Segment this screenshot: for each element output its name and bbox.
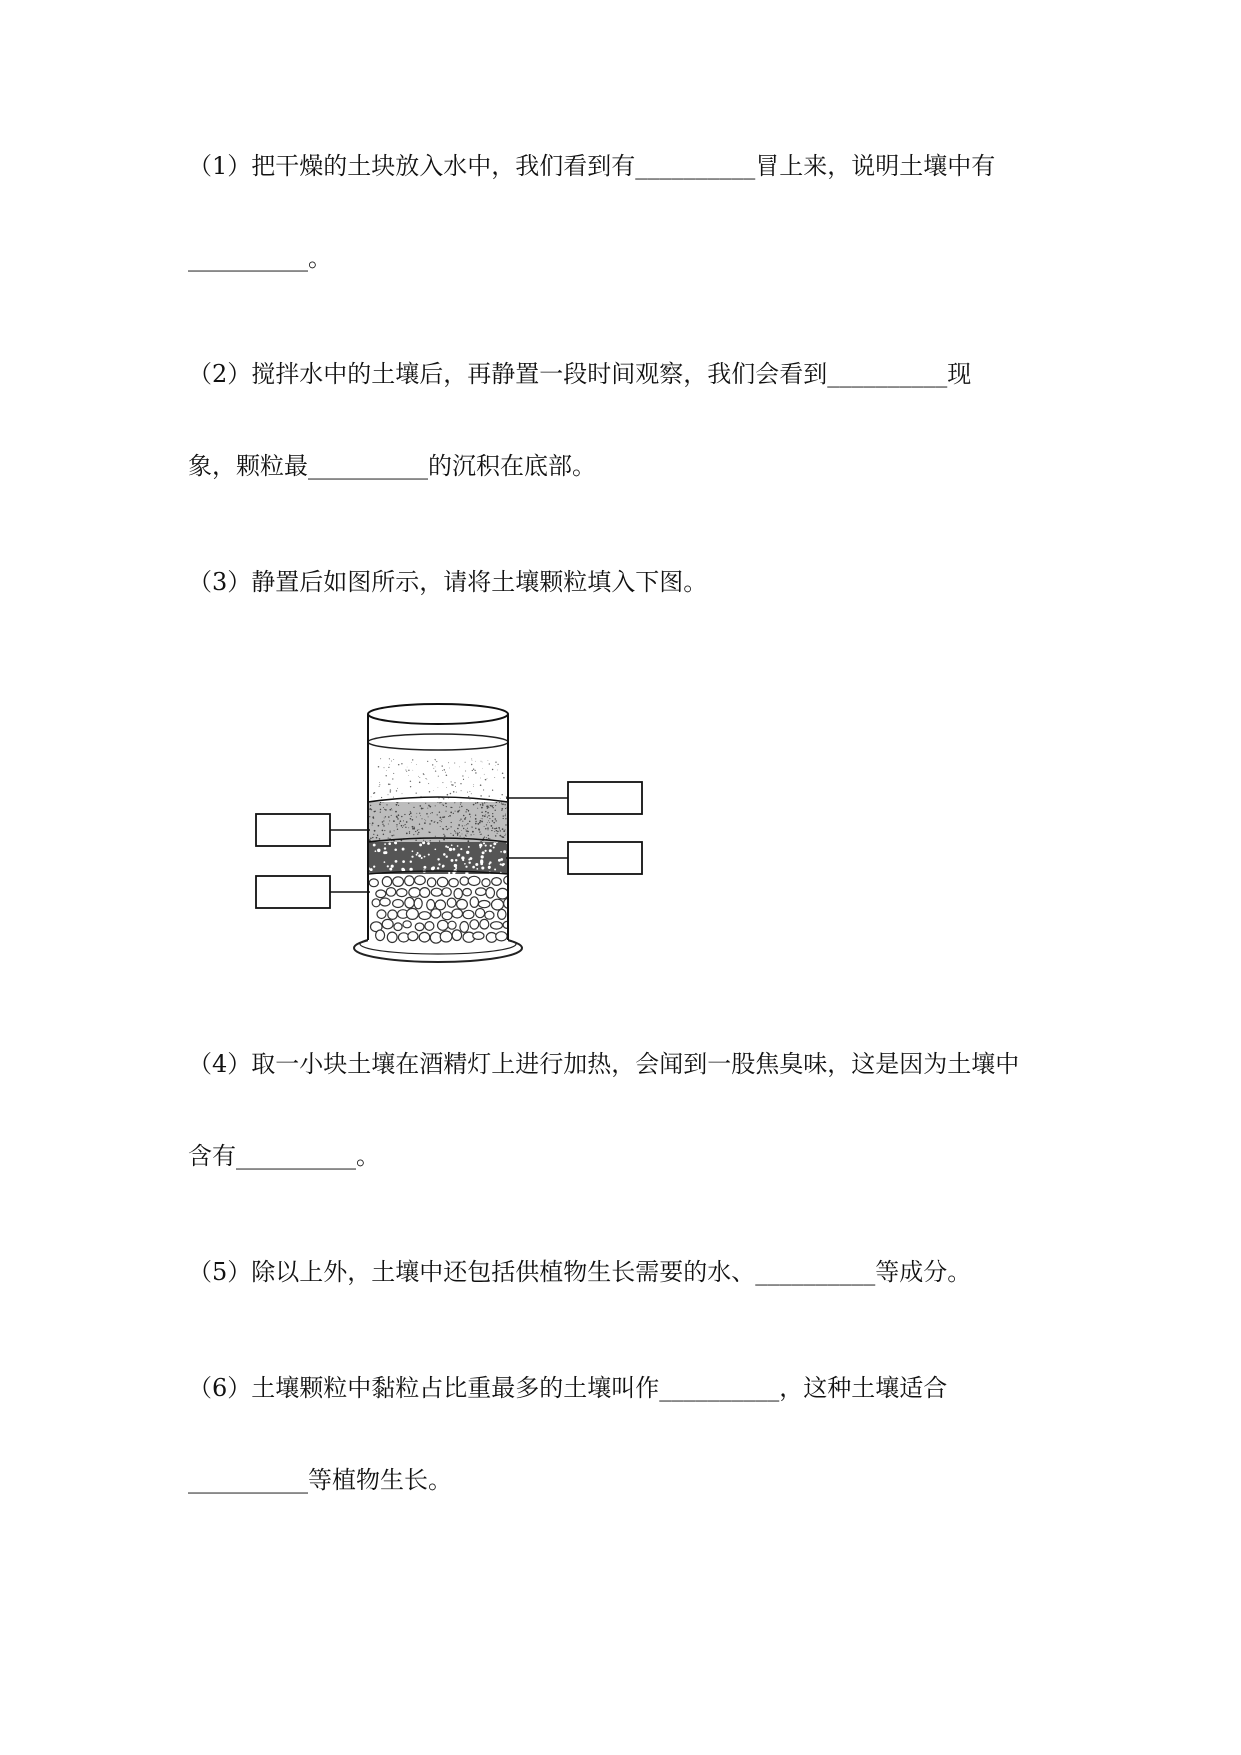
layer-silt <box>367 799 508 842</box>
layer-gravel <box>368 872 513 944</box>
q5-number: （5） <box>188 1258 252 1286</box>
beaker-sediment-layers-icon <box>240 700 660 990</box>
q3-number: （3） <box>188 568 252 596</box>
label-box-left-2[interactable] <box>256 876 330 908</box>
q5-line1 <box>188 1256 971 1288</box>
q1-line2 <box>188 242 332 274</box>
q4-line2 <box>188 1140 380 1172</box>
q5-blank1[interactable]: __________ <box>755 1258 876 1286</box>
q1-text-c: 。 <box>308 244 332 272</box>
q1-number: （1） <box>188 152 252 180</box>
q2-text-a: 搅拌水中的土壤后，再静置一段时间观察，我们会看到 <box>251 360 828 388</box>
q6-line1 <box>188 1372 947 1404</box>
q6-blank2[interactable]: __________ <box>188 1466 308 1494</box>
q4-line1 <box>188 1048 1019 1080</box>
label-box-right-1[interactable] <box>568 782 642 814</box>
q1-blank2[interactable]: __________ <box>188 244 308 272</box>
q5-text-a: 除以上外，土壤中还包括供植物生长需要的水、 <box>251 1258 756 1286</box>
q2-text-b: 现 <box>947 360 972 388</box>
q2-blank1[interactable]: __________ <box>827 360 948 388</box>
q4-blank1[interactable]: __________ <box>236 1142 356 1170</box>
q6-text-c: 等植物生长。 <box>308 1466 452 1494</box>
q5-text-b: 等成分。 <box>875 1258 972 1286</box>
q2-text-d: 的沉积在底部。 <box>428 452 596 480</box>
q6-text-b: ，这种土壤适合 <box>779 1374 948 1402</box>
q1-line1 <box>188 150 995 182</box>
q6-number: （6） <box>188 1374 252 1402</box>
q4-number: （4） <box>188 1050 252 1078</box>
q2-text-c: 象，颗粒最 <box>188 452 308 480</box>
q3-line1 <box>188 566 707 598</box>
layer-sand <box>367 840 509 875</box>
label-box-left-1[interactable] <box>256 814 330 846</box>
q1-text-b: 冒上来，说明土壤中有 <box>755 152 996 180</box>
q6-line2 <box>188 1464 452 1496</box>
q6-text-a: 土壤颗粒中黏粒占比重最多的土壤叫作 <box>251 1374 660 1402</box>
q2-blank2[interactable]: __________ <box>308 452 428 480</box>
q2-number: （2） <box>188 360 252 388</box>
q1-text-a: 把干燥的土块放入水中，我们看到有 <box>251 152 636 180</box>
q4-text-b: 含有 <box>188 1142 236 1170</box>
q4-text-a: 取一小块土壤在酒精灯上进行加热，会闻到一股焦臭味，这是因为土壤中 <box>251 1050 1020 1078</box>
q1-blank1[interactable]: __________ <box>635 152 756 180</box>
beaker-rim <box>368 704 508 724</box>
q6-blank1[interactable]: __________ <box>659 1374 780 1402</box>
q4-text-c: 。 <box>356 1142 380 1170</box>
q2-line1 <box>188 358 971 390</box>
label-box-right-2[interactable] <box>568 842 642 874</box>
q2-line2 <box>188 450 596 482</box>
q3-text: 静置后如图所示，请将土壤颗粒填入下图。 <box>251 568 708 596</box>
